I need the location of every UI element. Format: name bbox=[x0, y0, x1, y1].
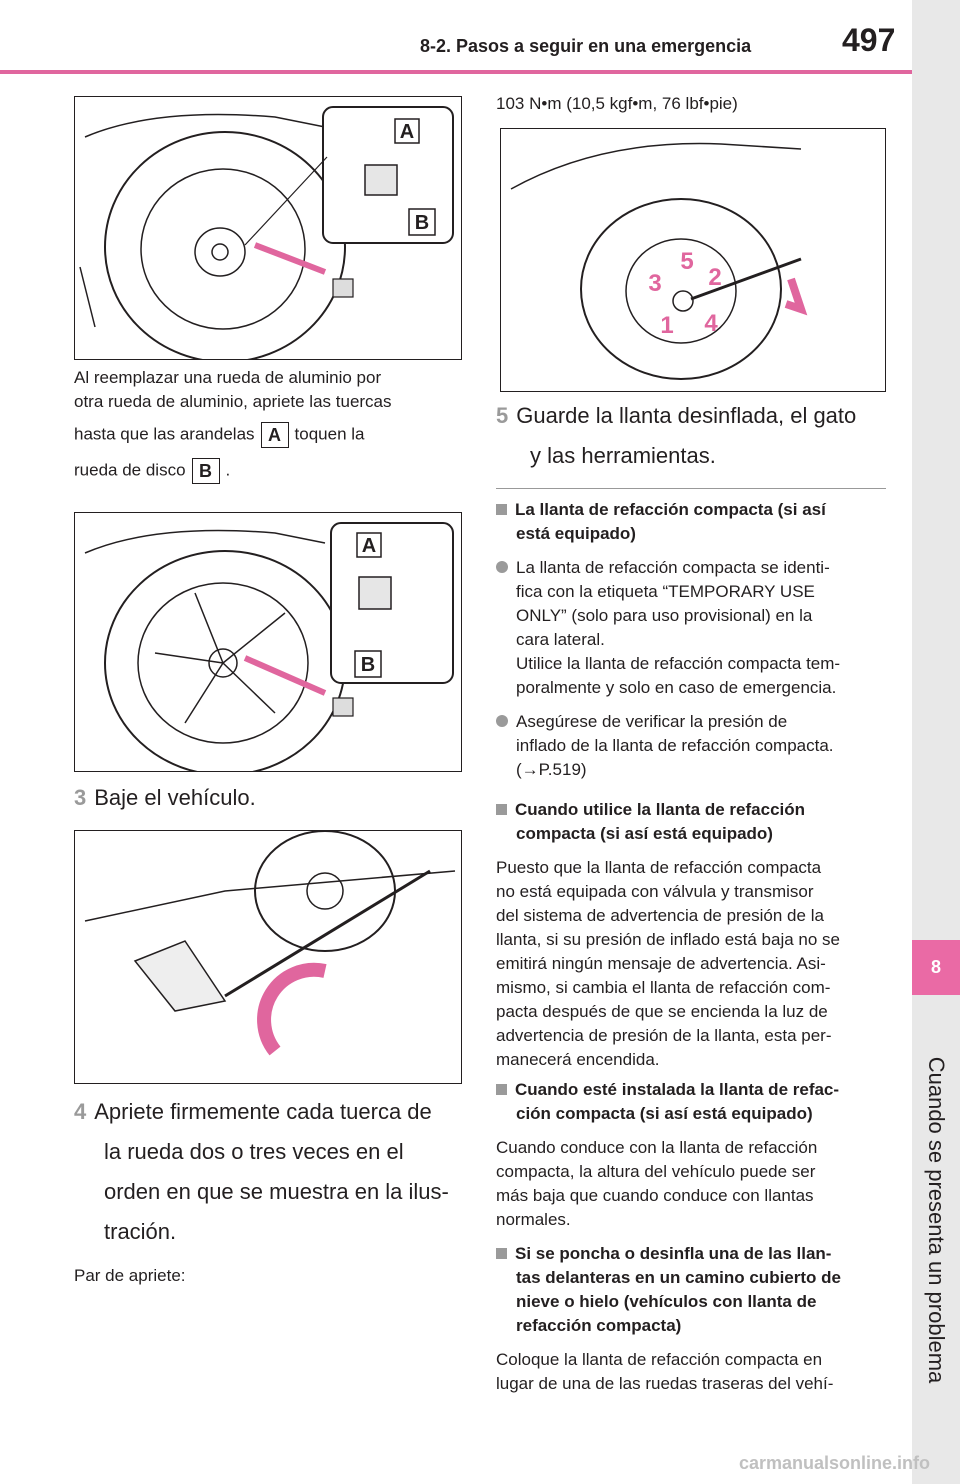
chapter-label: Cuando se presenta un problema bbox=[924, 1056, 949, 1384]
paragraph-line: Puesto que la llanta de refacción compacta bbox=[496, 858, 822, 877]
label-box-b: B bbox=[192, 458, 220, 484]
figure-steel-wheel bbox=[74, 96, 462, 360]
caption-text: rueda de disco bbox=[74, 460, 186, 480]
paragraph-line: normales. bbox=[496, 1210, 571, 1229]
step-number: 5 bbox=[496, 403, 509, 428]
paragraph-line: pacta después de que se encienda la luz de bbox=[496, 1002, 828, 1021]
paragraph-line: más baja que cuando conduce con llantas bbox=[496, 1186, 814, 1205]
paragraph-line: llanta, si su presión de inflado está baja no se bbox=[496, 930, 841, 949]
bullet-text: inflado de la llanta de refacción compacta. bbox=[516, 736, 834, 755]
label-a: A bbox=[399, 121, 415, 143]
caption-line: Al reemplazar una rueda de aluminio por bbox=[74, 368, 382, 387]
square-bullet-icon bbox=[496, 804, 507, 815]
paragraph-line: advertencia de presión de la llanta, esta per- bbox=[496, 1026, 832, 1045]
label-b: B bbox=[414, 212, 430, 234]
bullet-text: ONLY” (solo para uso provisional) en la bbox=[516, 606, 813, 625]
paragraph-line: manecerá encendida. bbox=[496, 1050, 660, 1069]
steel-wheel-illustration bbox=[75, 97, 461, 359]
bullet-text: cara lateral. bbox=[516, 630, 605, 649]
caption-text: hasta que las arandelas bbox=[74, 424, 255, 444]
page-reference: (→P.519) bbox=[516, 760, 587, 779]
section-heading: compacta (si así está equipado) bbox=[516, 824, 773, 843]
torque-value: 103 N•m (10,5 kgf•m, 76 lbf•pie) bbox=[496, 94, 738, 113]
step-text: Guarde la llanta desinflada, el gato bbox=[516, 403, 857, 428]
dot-bullet-icon bbox=[496, 561, 508, 573]
step-5 bbox=[496, 396, 896, 476]
section-heading: está equipado) bbox=[516, 524, 636, 543]
bullet-text: fica con la etiqueta “TEMPORARY USE bbox=[516, 582, 815, 601]
section-flat-front-tire bbox=[496, 1242, 896, 1396]
order-number-1: 1 bbox=[660, 312, 674, 339]
step-text: y las herramientas. bbox=[530, 443, 716, 468]
section-heading: refacción compacta) bbox=[516, 1316, 682, 1335]
paragraph-line: Coloque la llanta de refacción compacta en bbox=[496, 1350, 823, 1369]
section-compact-spare bbox=[496, 498, 896, 782]
section-heading: nieve o hielo (vehículos con llanta de bbox=[516, 1292, 817, 1311]
aluminum-wheel-illustration bbox=[75, 513, 461, 771]
step-text: Baje el vehículo. bbox=[94, 785, 256, 810]
caption-text: toquen la bbox=[294, 424, 365, 444]
section-heading: Cuando utilice la llanta de refacción bbox=[515, 800, 806, 819]
caption-text: . bbox=[225, 460, 231, 480]
order-number-5: 5 bbox=[680, 248, 694, 275]
bullet-text: La llanta de refacción compacta se identi- bbox=[516, 558, 830, 577]
section-heading: Cuando esté instalada la llanta de refac- bbox=[515, 1080, 840, 1099]
step-number: 3 bbox=[74, 785, 87, 810]
section-installed-compact-spare bbox=[496, 1078, 896, 1232]
caption bbox=[74, 366, 464, 484]
step-4 bbox=[74, 1092, 464, 1252]
figure-tightening-order bbox=[500, 128, 886, 392]
step-text: Apriete firmemente cada tuerca de bbox=[94, 1099, 432, 1124]
section-divider bbox=[496, 488, 886, 489]
label-a: A bbox=[361, 535, 377, 557]
square-bullet-icon bbox=[496, 1248, 507, 1259]
paragraph-line: lugar de una de las ruedas traseras del vehí- bbox=[496, 1374, 834, 1393]
section-heading: ción compacta (si así está equipado) bbox=[516, 1104, 813, 1123]
step-text: orden en que se muestra en la ilus- bbox=[104, 1179, 449, 1204]
paragraph-line: Cuando conduce con la llanta de refacción bbox=[496, 1138, 818, 1157]
jack-illustration bbox=[75, 831, 461, 1083]
dot-bullet-icon bbox=[496, 715, 508, 727]
caption-line: otra rueda de aluminio, apriete las tuercas bbox=[74, 392, 392, 411]
step-text: la rueda dos o tres veces en el bbox=[104, 1139, 404, 1164]
section-heading: tas delanteras en un camino cubierto de bbox=[516, 1268, 841, 1287]
torque-label: Par de apriete: bbox=[74, 1266, 186, 1285]
section-heading: La llanta de refacción compacta (si así bbox=[515, 500, 826, 519]
paragraph-line: emitirá ningún mensaje de advertencia. Asi- bbox=[496, 954, 826, 973]
step-number: 4 bbox=[74, 1099, 87, 1124]
section-title: 8-2. Pasos a seguir en una emergencia bbox=[420, 36, 752, 56]
bullet-text: Asegúrese de verificar la presión de bbox=[516, 712, 788, 731]
figure-aluminum-wheel bbox=[74, 512, 462, 772]
figure-jack bbox=[74, 830, 462, 1084]
square-bullet-icon bbox=[496, 504, 507, 515]
bullet-text: Utilice la llanta de refacción compacta tem- bbox=[516, 654, 841, 673]
order-number-4: 4 bbox=[704, 310, 718, 337]
section-using-compact-spare bbox=[496, 798, 896, 1072]
paragraph-line: del sistema de advertencia de presión de la bbox=[496, 906, 824, 925]
tightening-order-illustration bbox=[501, 129, 885, 391]
chapter-number: 8 bbox=[912, 940, 960, 995]
page-number: 497 bbox=[842, 22, 896, 58]
order-number-2: 2 bbox=[708, 264, 722, 291]
paragraph-line: no está equipada con válvula y transmisor bbox=[496, 882, 814, 901]
paragraph-line: mismo, si cambia el llanta de refacción com- bbox=[496, 978, 831, 997]
order-number-3: 3 bbox=[648, 270, 662, 297]
section-heading: Si se poncha o desinfla una de las llan- bbox=[515, 1244, 832, 1263]
header-rule bbox=[0, 70, 912, 74]
paragraph-line: compacta, la altura del vehículo puede ser bbox=[496, 1162, 816, 1181]
label-box-a: A bbox=[261, 422, 289, 448]
bullet-text: poralmente y solo en caso de emergencia. bbox=[516, 678, 837, 697]
watermark: carmanualsonline.info bbox=[738, 1453, 930, 1473]
step-text: tración. bbox=[104, 1219, 177, 1244]
label-b: B bbox=[360, 654, 376, 676]
square-bullet-icon bbox=[496, 1084, 507, 1095]
step-3 bbox=[74, 778, 256, 818]
